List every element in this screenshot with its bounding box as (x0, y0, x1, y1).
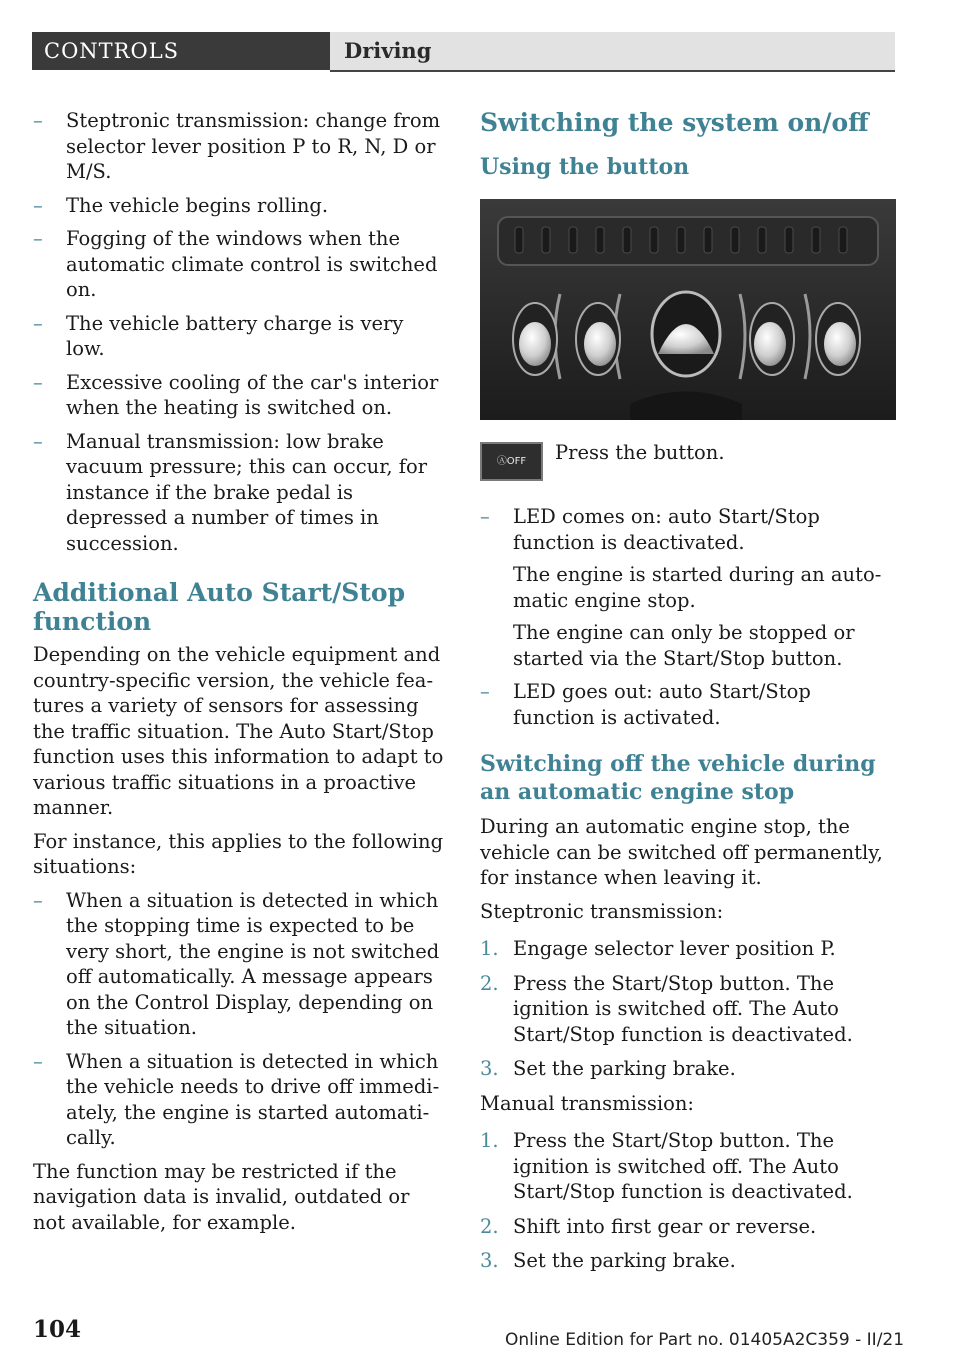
dash-marker: – (33, 193, 43, 217)
list-item-text: Steptronic transmission: change from selector lever position P to R, N, D or M/S. (66, 109, 441, 183)
paragraph: Depending on the vehicle equipment and country-specific version, the vehicle features a variety of sensors for assessing the traffic situation. The Auto Start/Stop function uses this information to adapt to various traffic situations in a proactive manner. (33, 643, 444, 819)
list-item (33, 429, 445, 557)
step-number: 3. (480, 1057, 499, 1080)
toggle-switches-illustration (480, 199, 896, 420)
list-item (33, 193, 445, 219)
page-header (32, 32, 895, 70)
paragraph: Manual transmission: (480, 1091, 694, 1115)
dash-marker: – (33, 429, 43, 453)
list-item (33, 311, 445, 362)
list-item-text: When a situation is detected in which the vehicle needs to drive off immediately, the engine is started automatically. (66, 1049, 440, 1149)
dash-marker: – (33, 109, 43, 132)
numbered-step (480, 936, 896, 962)
sub-heading: Using the button (480, 154, 690, 180)
button-instruction (480, 430, 896, 492)
list-item (33, 226, 445, 303)
footer-edition: Online Edition for Part no. 01405A2C359 - II/21 (505, 1330, 905, 1350)
list-item-text: LED goes out: auto Start/Stop function is activated. (513, 680, 811, 729)
section-heading: Switching the system on/off (480, 108, 869, 137)
press-button-text: Press the button. (555, 441, 725, 464)
list-item-text: The vehicle begins rolling. (66, 193, 329, 217)
list-item-subtext: The engine can only be stopped or started via the Start/Stop button. (513, 621, 855, 670)
list-item-text: Manual transmission: low brake vacuum pressure; this can occur, for instance if the brake pedal is depressed a number of times in succession. (66, 429, 428, 555)
dash-marker: – (33, 370, 43, 394)
list-item (33, 888, 445, 1041)
list-item-text: Fogging of the windows when the automatic climate control is switched on. (66, 227, 438, 301)
numbered-step (480, 1214, 896, 1240)
step-number: 1. (480, 1129, 499, 1152)
page-number: 104 (33, 1316, 82, 1343)
toggle-switches-photo (480, 199, 896, 420)
numbered-step (480, 1248, 896, 1274)
list-item (33, 1049, 445, 1151)
numbered-step (480, 1056, 896, 1082)
list-item-text: The vehicle battery charge is very low. (66, 311, 404, 360)
list-item (33, 108, 445, 185)
step-text: Set the parking brake. (513, 1249, 736, 1272)
list-item (480, 504, 896, 671)
dash-marker: – (33, 888, 43, 912)
numbered-step (480, 1128, 896, 1205)
paragraph: Steptronic transmission: (480, 899, 724, 923)
list-item (480, 679, 896, 730)
sub-heading: Switching off the vehicle during an automatic engine stop (480, 751, 876, 805)
left-column (33, 108, 445, 1243)
list-item-text: Excessive cooling of the car's interior when the heating is switched on. (66, 370, 439, 419)
step-text: Shift into first gear or reverse. (513, 1214, 817, 1238)
dash-marker: – (33, 1049, 43, 1073)
step-number: 2. (480, 1214, 499, 1238)
step-number: 1. (480, 937, 499, 960)
dash-marker: – (33, 311, 43, 335)
chapter-title: Driving (330, 32, 895, 70)
paragraph: During an automatic engine stop, the vehicle can be switched off permanently, for instance when leaving it. (480, 815, 883, 889)
list-item-text: LED comes on: auto Start/Stop function is deactivated. (513, 505, 820, 554)
step-text: Engage selector lever position P. (513, 937, 836, 960)
numbered-step (480, 971, 896, 1048)
dash-marker: – (480, 680, 490, 703)
section-heading: Additional Auto Start/Stop function (33, 578, 406, 636)
paragraph: For instance, this applies to the following situations: (33, 829, 444, 878)
step-text: Press the Start/Stop button. The ignition is switched off. The Auto Start/Stop function is deactivated. (513, 971, 853, 1046)
list-item-subtext: The engine is started during an automatic engine stop. (513, 563, 882, 612)
list-item (33, 370, 445, 421)
dash-marker: – (33, 227, 43, 250)
step-text: Set the parking brake. (513, 1057, 736, 1080)
paragraph: The function may be restricted if the navigation data is invalid, outdated or not available, for example. (33, 1159, 410, 1234)
dash-marker: – (480, 505, 490, 528)
step-number: 3. (480, 1249, 499, 1272)
list-item-text: When a situation is detected in which the stopping time is expected to be very short, the engine is not switched off automatically. A message appears on the Control Display, depending on the situation. (66, 888, 440, 1039)
auto-start-stop-off-icon: ⒶOFF (480, 442, 543, 481)
step-text: Press the Start/Stop button. The ignition is switched off. The Auto Start/Stop function is deactivated. (513, 1129, 853, 1203)
step-number: 2. (480, 971, 499, 995)
section-title: CONTROLS (32, 32, 330, 70)
header-rule (330, 70, 895, 72)
right-column (480, 108, 896, 1283)
